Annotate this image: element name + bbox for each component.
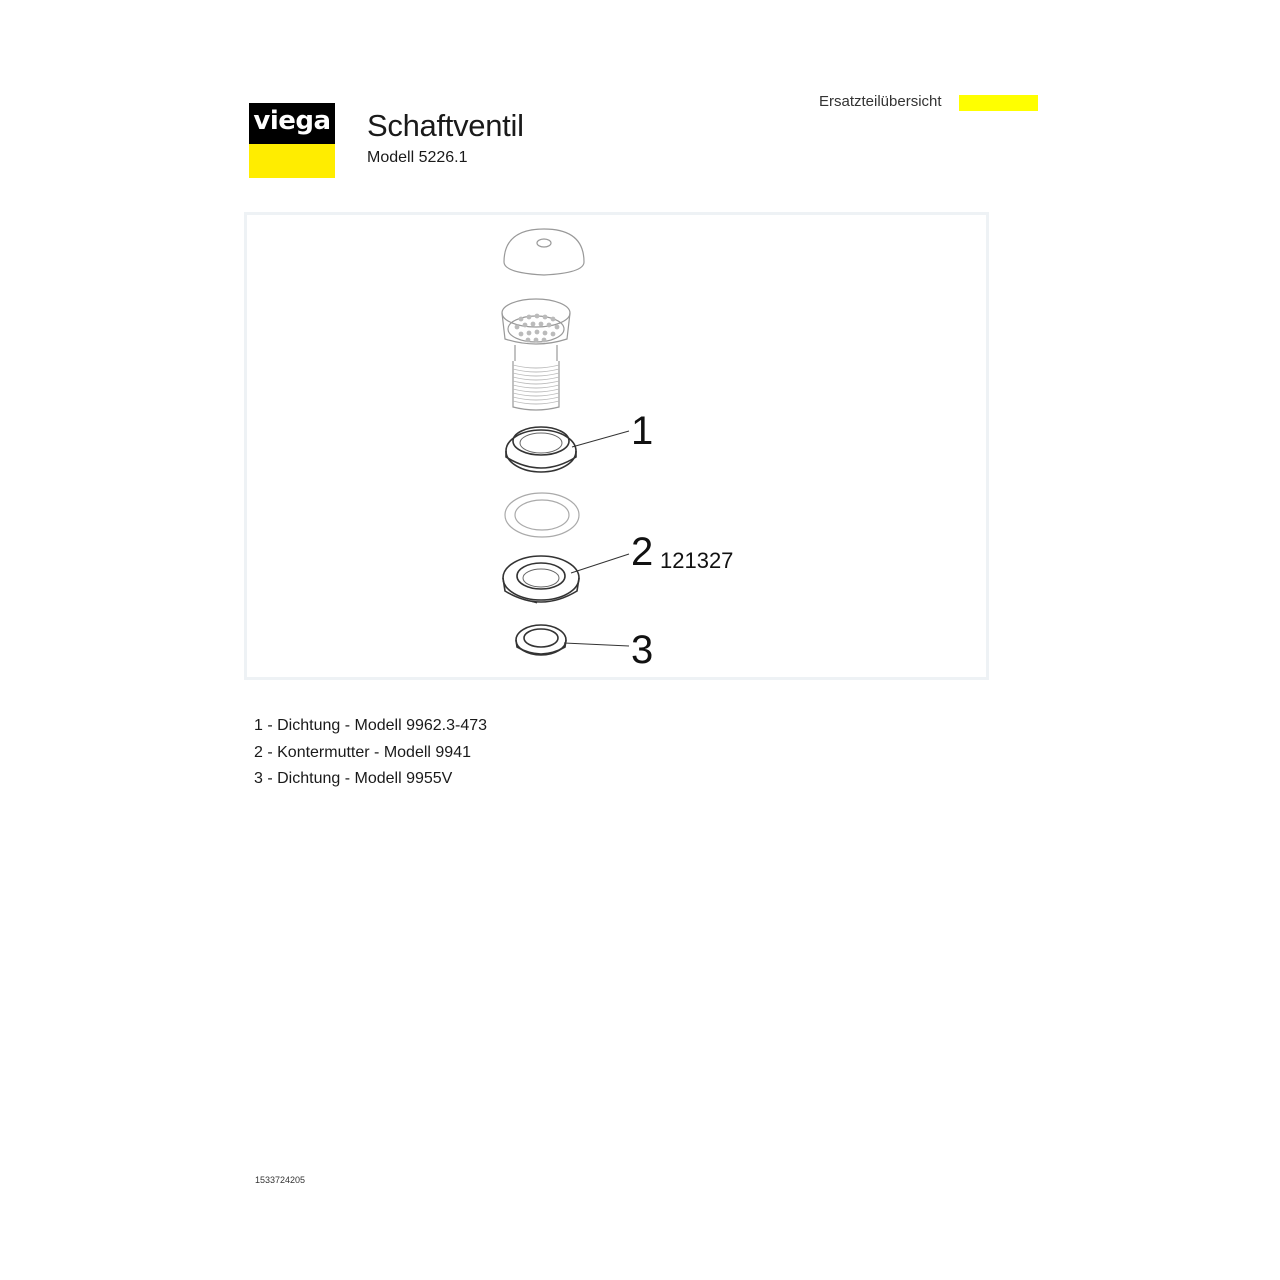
legend-item: 1 - Dichtung - Modell 9962.3-473 xyxy=(254,717,488,734)
callout-leader-3 xyxy=(564,643,629,646)
seal-part-1 xyxy=(506,427,576,472)
exploded-view-drawing xyxy=(247,215,986,677)
callout-number-3: 3 xyxy=(631,628,654,672)
document-number: 1533724205 xyxy=(255,1175,306,1185)
callout-number-2: 2 xyxy=(631,530,654,574)
model-subtitle: Modell 5226.1 xyxy=(367,149,468,166)
exploded-drawing-frame xyxy=(244,212,989,680)
callout-article-2: 121327 xyxy=(660,548,734,573)
seal-part-3 xyxy=(516,625,566,655)
logo-text: viega xyxy=(253,106,331,136)
document-type-label: Ersatzteilübersicht xyxy=(819,93,942,110)
valve-body-part xyxy=(502,299,570,410)
callout-leader-2 xyxy=(571,554,629,573)
logo-yellow-block xyxy=(249,144,335,178)
document-type-marker xyxy=(959,95,1038,111)
callout-leader-1 xyxy=(572,431,629,447)
viega-logo xyxy=(249,103,335,178)
cap-part xyxy=(504,229,584,275)
callout-number-1: 1 xyxy=(631,409,654,453)
washer-part xyxy=(505,493,579,537)
page-title: Schaftventil xyxy=(367,108,524,143)
parts-legend xyxy=(254,716,487,796)
legend-item: 3 - Dichtung - Modell 9955V xyxy=(254,770,453,787)
legend-item: 2 - Kontermutter - Modell 9941 xyxy=(254,743,471,761)
lock-nut-part-2 xyxy=(503,556,579,603)
